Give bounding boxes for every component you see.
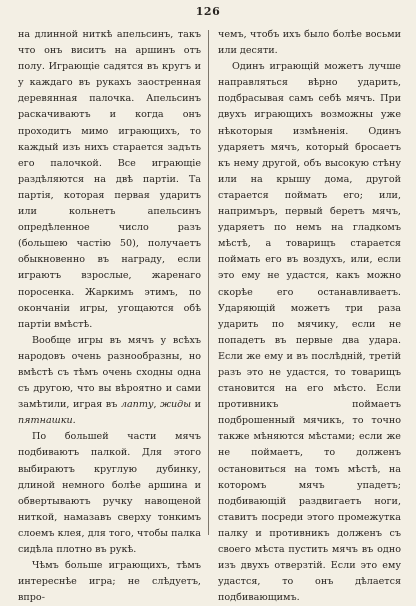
right-column	[218, 27, 401, 606]
paragraph: на длинной ниткѣ апельсинъ, такъ что онъ виситъ на аршинъ отъ полу. Играющіе садятся въ кругъ и у каждаго въ рукахъ заостренная деревянная палочка. Апельсинъ раскачиваютъ и когда онъ проходитъ мимо играющихъ, то каждый изъ нихъ старается задъть его палочкой. Все играющіе раздѣляются на двѣ партіи. Та партія, которая первая ударитъ или кольнетъ апельсинъ опредѣленное число разъ (большею частію 50), получаетъ обыкновенно въ награду, если играютъ взрослые, жаренаго поросенка. Жаркимъ этимъ, по окончаніи игры, угощаются обѣ партіи вмѣстѣ.	[18, 29, 201, 330]
column-divider	[208, 30, 209, 535]
page-number: 126	[195, 5, 221, 18]
game-name-lapta: лапту	[120, 399, 154, 411]
paragraph: По большей части мячъ подбиваютъ палкой. Для этого выбираютъ круглую дубинку, длиной немного болѣе аршина и обвертываютъ ручку навощеной ниткой, намазавъ сверху тонкимъ слоемъ клея, для того, чтобы палка сидѣла плотно въ рукѣ.	[18, 431, 201, 555]
separator: и	[191, 399, 201, 411]
paragraph-end: .	[72, 415, 76, 427]
game-name-pyatnashki: пятнашки	[18, 415, 73, 427]
left-column	[18, 27, 201, 606]
paragraph: чемъ, чтобъ ихъ было болѣе восьми или десяти.	[218, 29, 401, 57]
paragraph	[18, 333, 201, 430]
paragraph-text: Вообще игры въ мячъ у всѣхъ народовъ очень разнообразны, но вмѣстѣ съ тѣмъ очень сходны одна съ другою, что вы вѣроятно и сами замѣтили, играя въ	[18, 334, 201, 411]
game-name-zhidy: жиды	[160, 399, 192, 411]
paragraph: Одинъ играющій можетъ лучше направляться вѣрно ударить, подбрасывая самъ себѣ мячъ. При двухъ играющихъ возможны уже нѣкоторыя измѣненія. Одинъ ударяетъ мячъ, который бросаетъ къ нему другой, объ высокую стѣну или на крышу дома, другой старается поймать его; или, напримъръ, первый беретъ мячъ, ударяетъ по немъ на гладкомъ мѣстѣ, а товарищъ старается поймать его въ воздухъ, или, если это ему не удастся, какъ можно скорѣе его останавливаетъ. Ударяющій можетъ три раза ударить по мячику, если не попадетъ въ первые два удара. Если же ему и въ послѣдній, третій разъ это не удастся, то товарищъ становится на его мѣсто. Если противникъ поймаетъ подброшенный мячикъ, то точно также мѣняются мѣстами; если же не поймаетъ, то долженъ остановиться на томъ мѣстѣ, на которомъ мячъ упадетъ; подбивающій раздвигаетъ ноги, ставитъ посреди этого промежутка палку и противникъ долженъ съ своего мѣста пустить мячъ въ одно изъ двухъ отверзтій. Если это ему удастся, то онъ дѣлается подбивающимъ.	[218, 61, 401, 604]
paragraph: Чѣмъ больше играющихъ, тѣмъ интереснѣе игра; не слѣдуетъ, впро-	[18, 560, 201, 604]
separator: ,	[153, 399, 161, 411]
